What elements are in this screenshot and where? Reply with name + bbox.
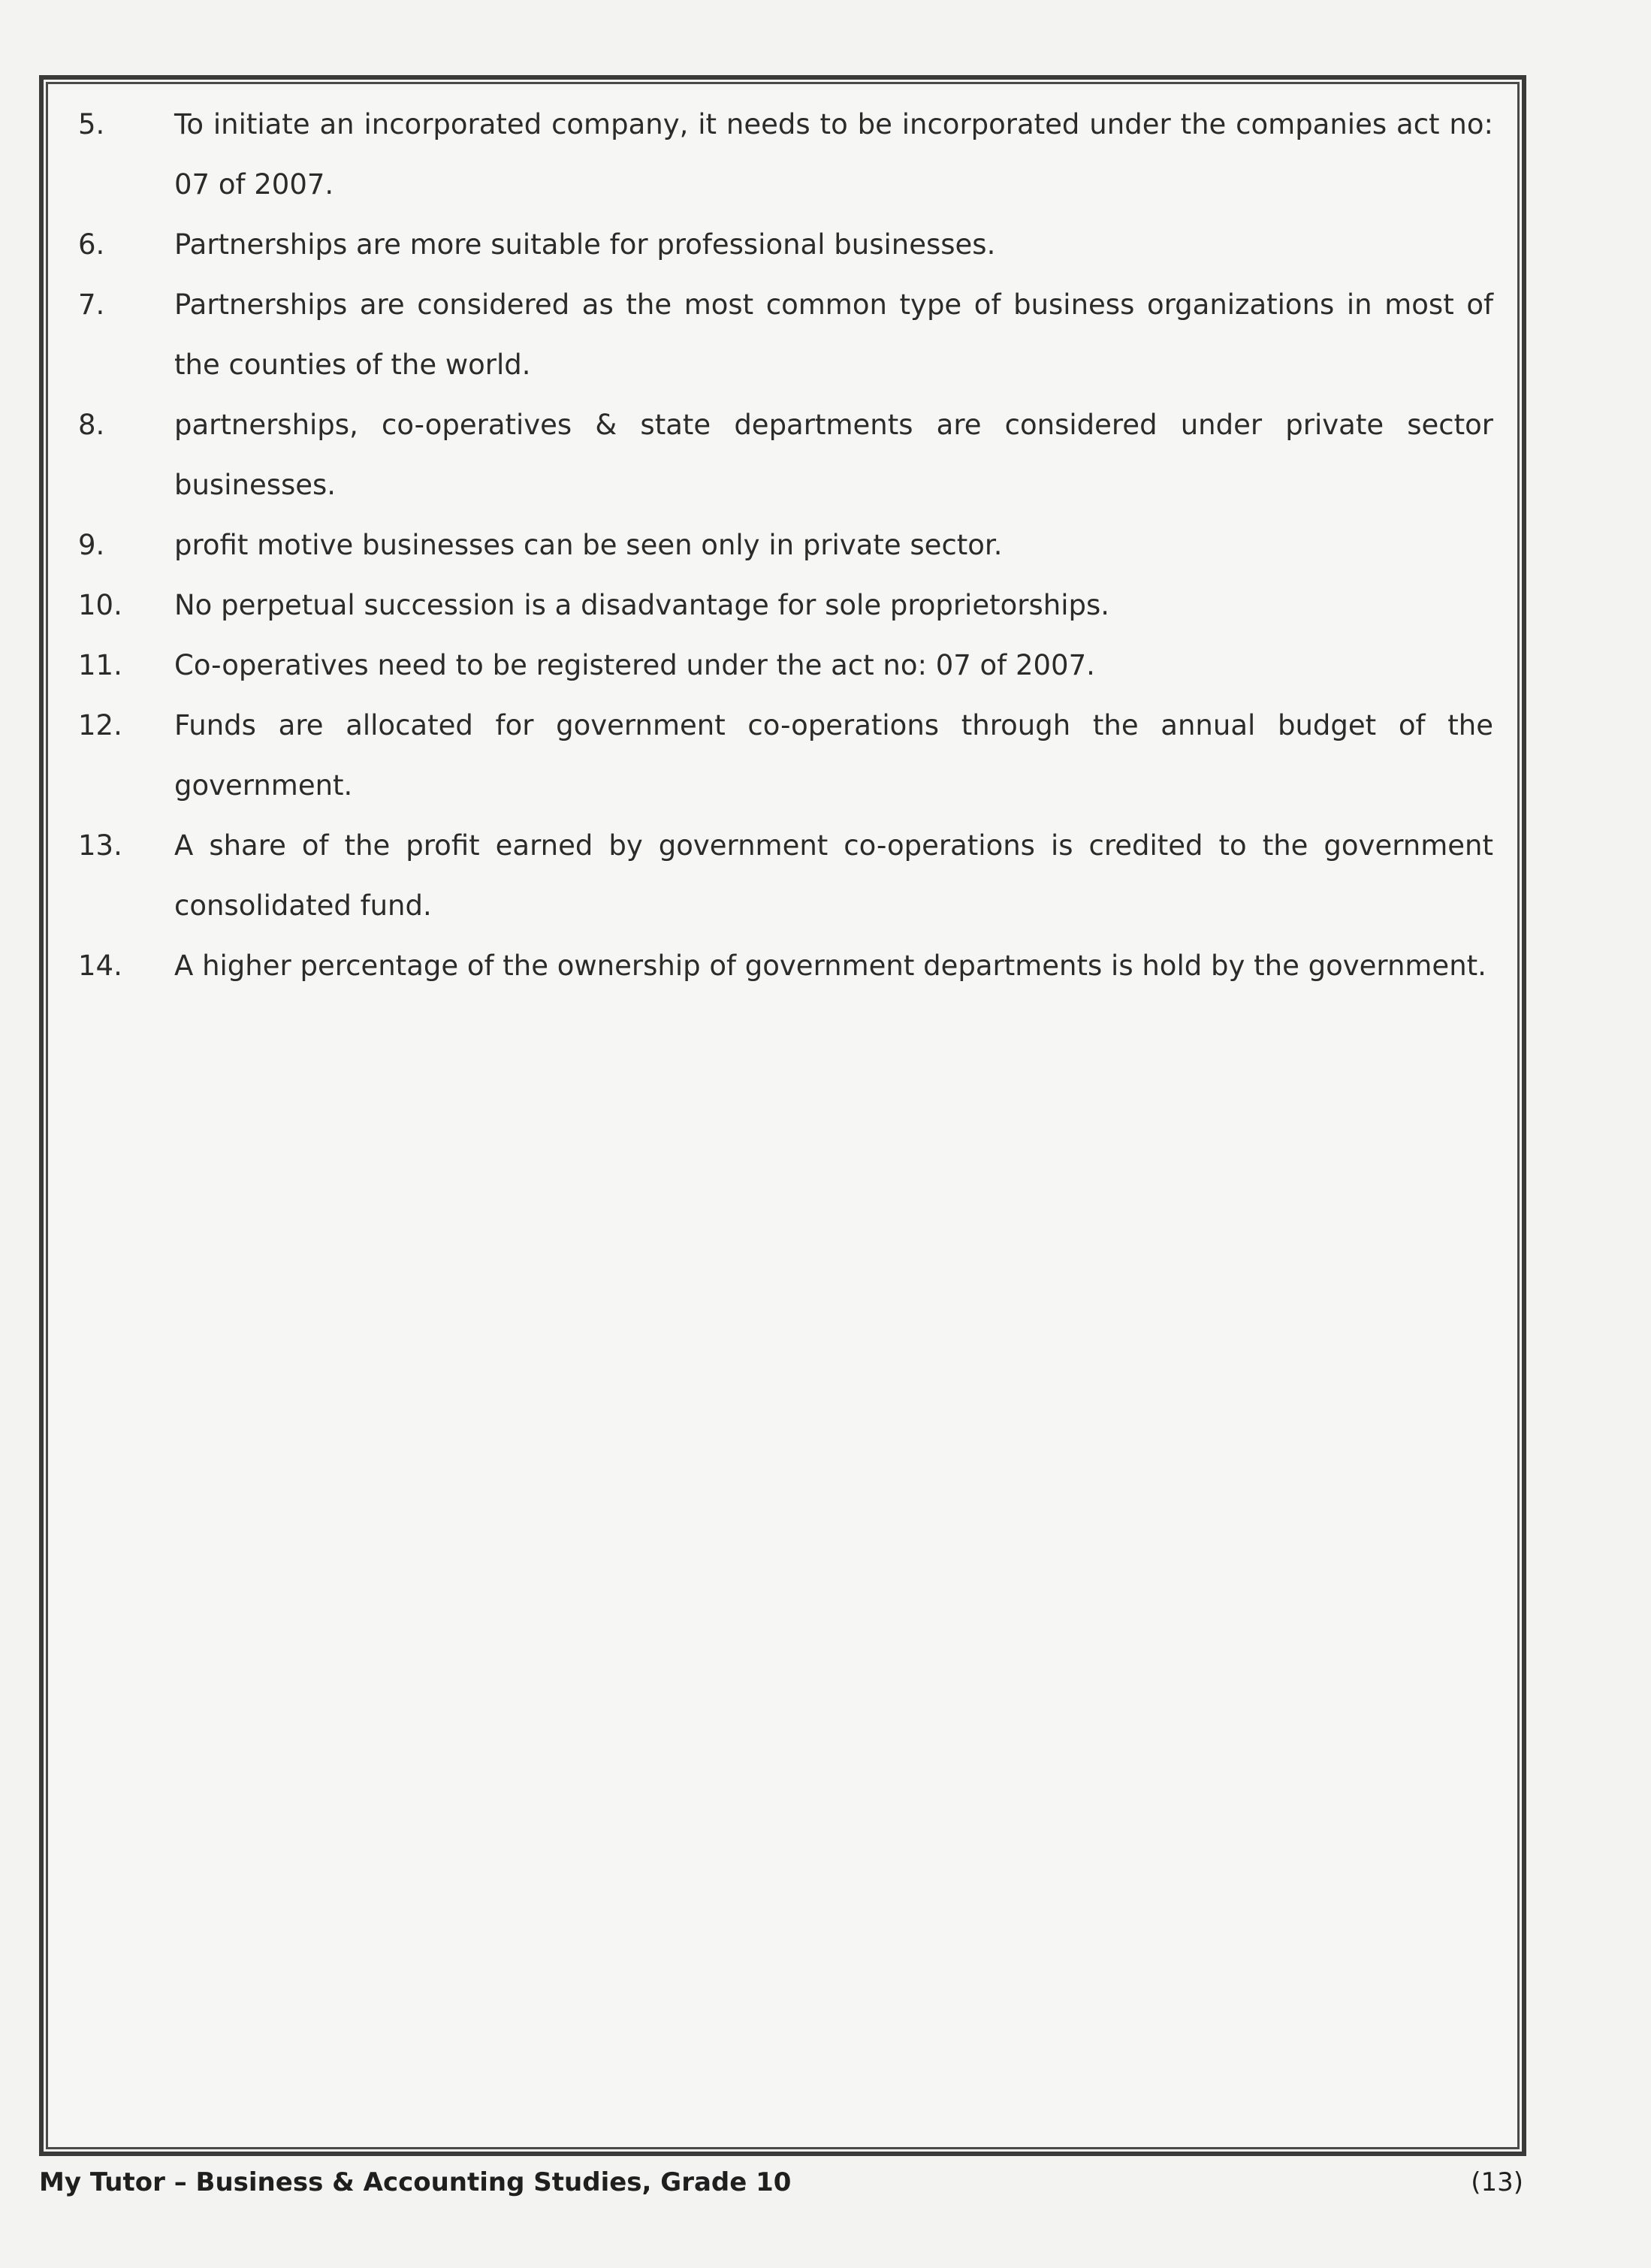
statement-list [62, 95, 1501, 996]
item-text: To initiate an incorporated company, it needs to be incorporated under the companies act no: 07 of 2007. [174, 108, 1493, 201]
list-item [62, 515, 1501, 575]
list-item [62, 95, 1501, 215]
item-number: 9. [78, 529, 105, 561]
item-number: 14. [78, 950, 122, 982]
list-item [62, 636, 1501, 696]
list-item [62, 275, 1501, 395]
item-number: 6. [78, 228, 105, 261]
item-text: partnerships, co-operatives & state departments are considered under private sector businesses. [174, 409, 1493, 501]
item-text: profit motive businesses can be seen only in private sector. [174, 529, 1003, 561]
item-number: 5. [78, 108, 105, 140]
page-number: (13) [1471, 2167, 1523, 2197]
page-frame [39, 75, 1526, 2156]
page-footer [39, 2164, 1523, 2201]
item-number: 11. [78, 649, 122, 681]
list-item [62, 936, 1501, 996]
item-text: Funds are allocated for government co-operations through the annual budget of the government. [174, 709, 1493, 802]
item-text: Partnerships are considered as the most common type of business organizations in most of the counties of the world. [174, 288, 1493, 381]
item-number: 12. [78, 709, 122, 741]
item-number: 8. [78, 409, 105, 441]
item-text: A share of the profit earned by government co-operations is credited to the government consolidated fund. [174, 829, 1493, 922]
list-item [62, 816, 1501, 936]
list-item [62, 395, 1501, 515]
item-text: A higher percentage of the ownership of government departments is hold by the government. [174, 950, 1487, 982]
list-item [62, 215, 1501, 275]
item-text: Partnerships are more suitable for professional businesses. [174, 228, 996, 261]
item-text: No perpetual succession is a disadvantage for sole proprietorships. [174, 589, 1109, 621]
item-number: 10. [78, 589, 122, 621]
item-number: 13. [78, 829, 122, 862]
item-number: 7. [78, 288, 105, 321]
list-item [62, 575, 1501, 636]
list-item [62, 696, 1501, 816]
item-text: Co-operatives need to be registered under the act no: 07 of 2007. [174, 649, 1095, 681]
footer-title: My Tutor – Business & Accounting Studies, Grade 10 [39, 2167, 792, 2197]
